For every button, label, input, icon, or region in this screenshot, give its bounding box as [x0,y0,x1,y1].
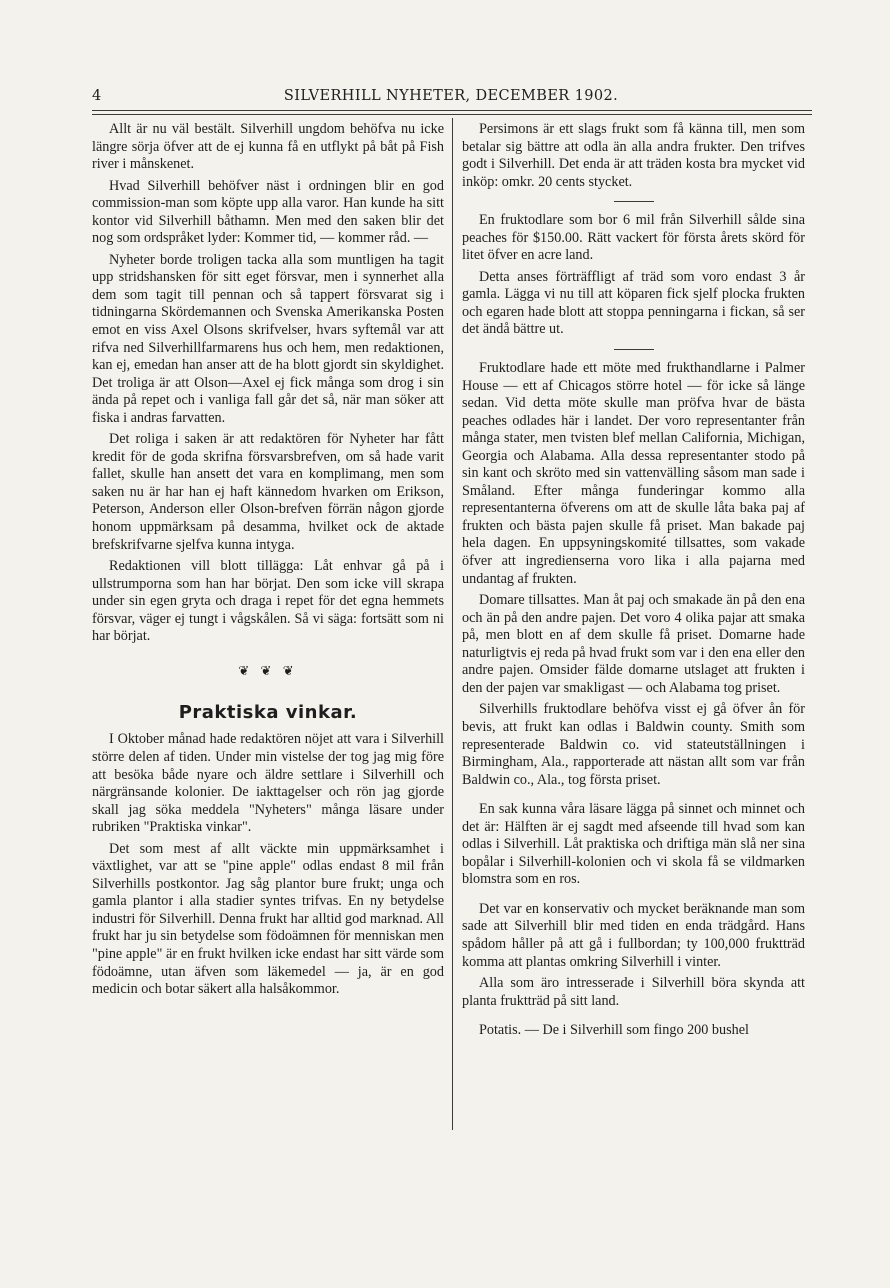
paragraph: Detta anses förträffligt af träd som voro endast 3 år gamla. Lägga vi nu till att köparen fick sjelf plocka frukten och egaren hade blott att stoppa penningarna i fickan, så ser det ändå bättre ut. [462,268,805,338]
page-header [92,88,810,110]
header-rule [92,110,812,111]
header-rule-double [92,114,812,115]
paragraph: Alla som äro intresserade i Silverhill böra skynda att planta fruktträd på sitt land. [462,975,805,1009]
paragraph: En fruktodlare som bor 6 mil från Silverhill sålde sina peaches för $150.00. Rätt vackert för första årets skörd för litet öfver en acre land. [462,212,805,264]
left-column [92,121,444,1003]
paragraph: Persimons är ett slags frukt som få känna till, men som betalar sig bättre att odla än alla andra frukter. Den trifves godt i Silverhill. Det enda är att träden kosta bra mycket vid inköp: omkr. 20 cents stycket. [462,121,805,190]
running-title: SILVERHILL NYHETER, DECEMBER 1902. [283,88,619,104]
paragraph: Hvad Silverhill behöfver näst i ordningen blir en god commission-man som köpte upp alla varor. Han kunde ha sitt kontor vid Silverhill båthamn. Men med den saken blir det nog som ordspråket lyder: Kommer tid, — kommer råd. — [92,177,444,247]
paragraph: Potatis. — De i Silverhill som fingo 200 bushel [479,1022,749,1039]
paragraph: Allt är nu väl bestält. Silverhill ungdom behöfva nu icke längre sörja öfver att de ej kunna få en utflykt på båt på Fish river i månskenet. [92,121,444,173]
paragraph: Fruktodlare hade ett möte med frukthandlarne i Palmer House — ett af Chicagos större hotel — för icke så länge sedan. Vid detta möte skulle man pröfva hvar de bästa peaches odlades här i landet. Der voro representanter från många stater, men tvisten blef mellan California, Michigan, Georgia och Alabama. Alla dessa representanter stodo på sin kant och skröto med sin vattenvälling såsom man sade i Småland. Efter många funderingar kommo alla representanterna öfverens om att de skulle låta baka paj af frukten och bästa pajen skulle få priset. Man bakade paj hela dagen. En uppsyningskomité tillsattes, som vakade öfver att ingredienserna voro lika i alla pajarna med undantag af frukten. [462,360,805,587]
section-title: Praktiska vinkar. [178,701,358,723]
paragraph: Domare tillsattes. Man åt paj och smakade än på den ena och än på den andre pajen. Det voro 4 olika pajar att smaka på, men blott en af dem skulle få priset. Domarne hade naturligtvis ej reda på hvad frukt som var i den ena eller den andre pajen. Omsider fälde domarne utslaget att frukten i den der pajen var smakligast — och Alabama tog priset. [462,592,805,696]
paragraph: Silverhills fruktodlare behöfva visst ej gå öfver ån för bevis, att frukt kan odlas i Baldwin county. Smith som representerade Baldwin co. vid stateutställningen i Birmingham, Ala., rapporterade att nästan allt som var från Baldwin co., Ala., tog första priset. [462,701,805,788]
short-rule [614,349,654,350]
paragraph: I Oktober månad hade redaktören nöjet att vara i Silverhill större delen af tiden. Under min vistelse der tog jag mig före att besöka både nyare och äldre settlare i Silverhill och närgränsande kolonier. De iakttagelser och rön jag gjorde skall jag söka meddela "Nyheters" många läsare under rubriken "Praktiska vinkar". [92,731,444,836]
ornament-divider: ❦ ❦ ❦ [238,662,298,678]
right-column [462,121,805,1044]
column-divider [452,118,453,1130]
short-rule [614,201,654,202]
paragraph: Det roliga i saken är att redaktören för Nyheter har fått kredit för de goda skrifna försvarsbrefven, om så hade varit fallet, skulle han ansett det vara en komplimang, men som saken nu är har han ej haft kännedom hvarken om Erikson, Peterson, Anderson eller Olson-brefven förrän någon gjorde honom uppmärksam på desamma, hvilket ock de aktade brefskrifvarne sjelfva kunna intyga. [92,431,444,553]
paragraph: Det som mest af allt väckte min uppmärksamhet i växtlighet, var att se "pine apple" odlas endast 8 mil från Silverhills postkontor. Jag såg plantor bure frukt; unga och gamla plantor i alla stadier syntes trifvas. En ny betydelse industri för Silverhill. Denna frukt har alltid god marknad. All frukt har ju sin betydelse som födoämnen för menniskan men "pine apple" är en frukt hvilken icke endast har sitt värde som födoämne, utan äfven som läkemedel — ja, är en god medicin och botar säkert alla halsåkommor. [92,840,444,998]
paragraph: En sak kunna våra läsare lägga på sinnet och minnet och det är: Hälften är ej sagdt med afseende till hvad som kan odlas i Silverhill. Låt praktiska och driftiga män slå ner sina bopålar i Silverhill-kolonien och vi skola få se vildmarken blomstra som en ros. [462,801,805,888]
paragraph: Redaktionen vill blott tillägga: Låt enhvar gå på i ullstrumporna som han har börjat. Den som icke vill skrapa under sin egen gryta och draga i repet för det egna hemmets försvar, väger ej tungt i vågskålen. Så vi säga: fortsätt som ni har börjat. [92,558,444,645]
paragraph: Det var en konservativ och mycket beräknande man som sade att Silverhill blir med tiden en enda trädgård. Hans spådom håller på att gå i fullbordan; ty 100,000 fruktträd komma att plantas omkring Silverhill i vinter. [462,900,805,970]
page-number: 4 [92,88,102,104]
paragraph: Nyheter borde troligen tacka alla som muntligen ha tagit upp stridshansken för sitt eget försvar, men i synnerhet alla dem som tagit till pennan och så tappert försvarat sig i tidningarna Skördemannen och Svenska Amerikanska Posten emot en viss Axel Olsons skrifvelser, hvars syftemål var att rifva ned Silverhillfarmarens hus och hem, men redaktionen, kan ej, emedan han anser att de ha blott gjordt sin skyldighet. Det troliga är att Olson—Axel ej fick många som drog i sin ända på repet och i vanliga fall går det så, när man söker att fiska i andras farvatten. [92,251,444,426]
